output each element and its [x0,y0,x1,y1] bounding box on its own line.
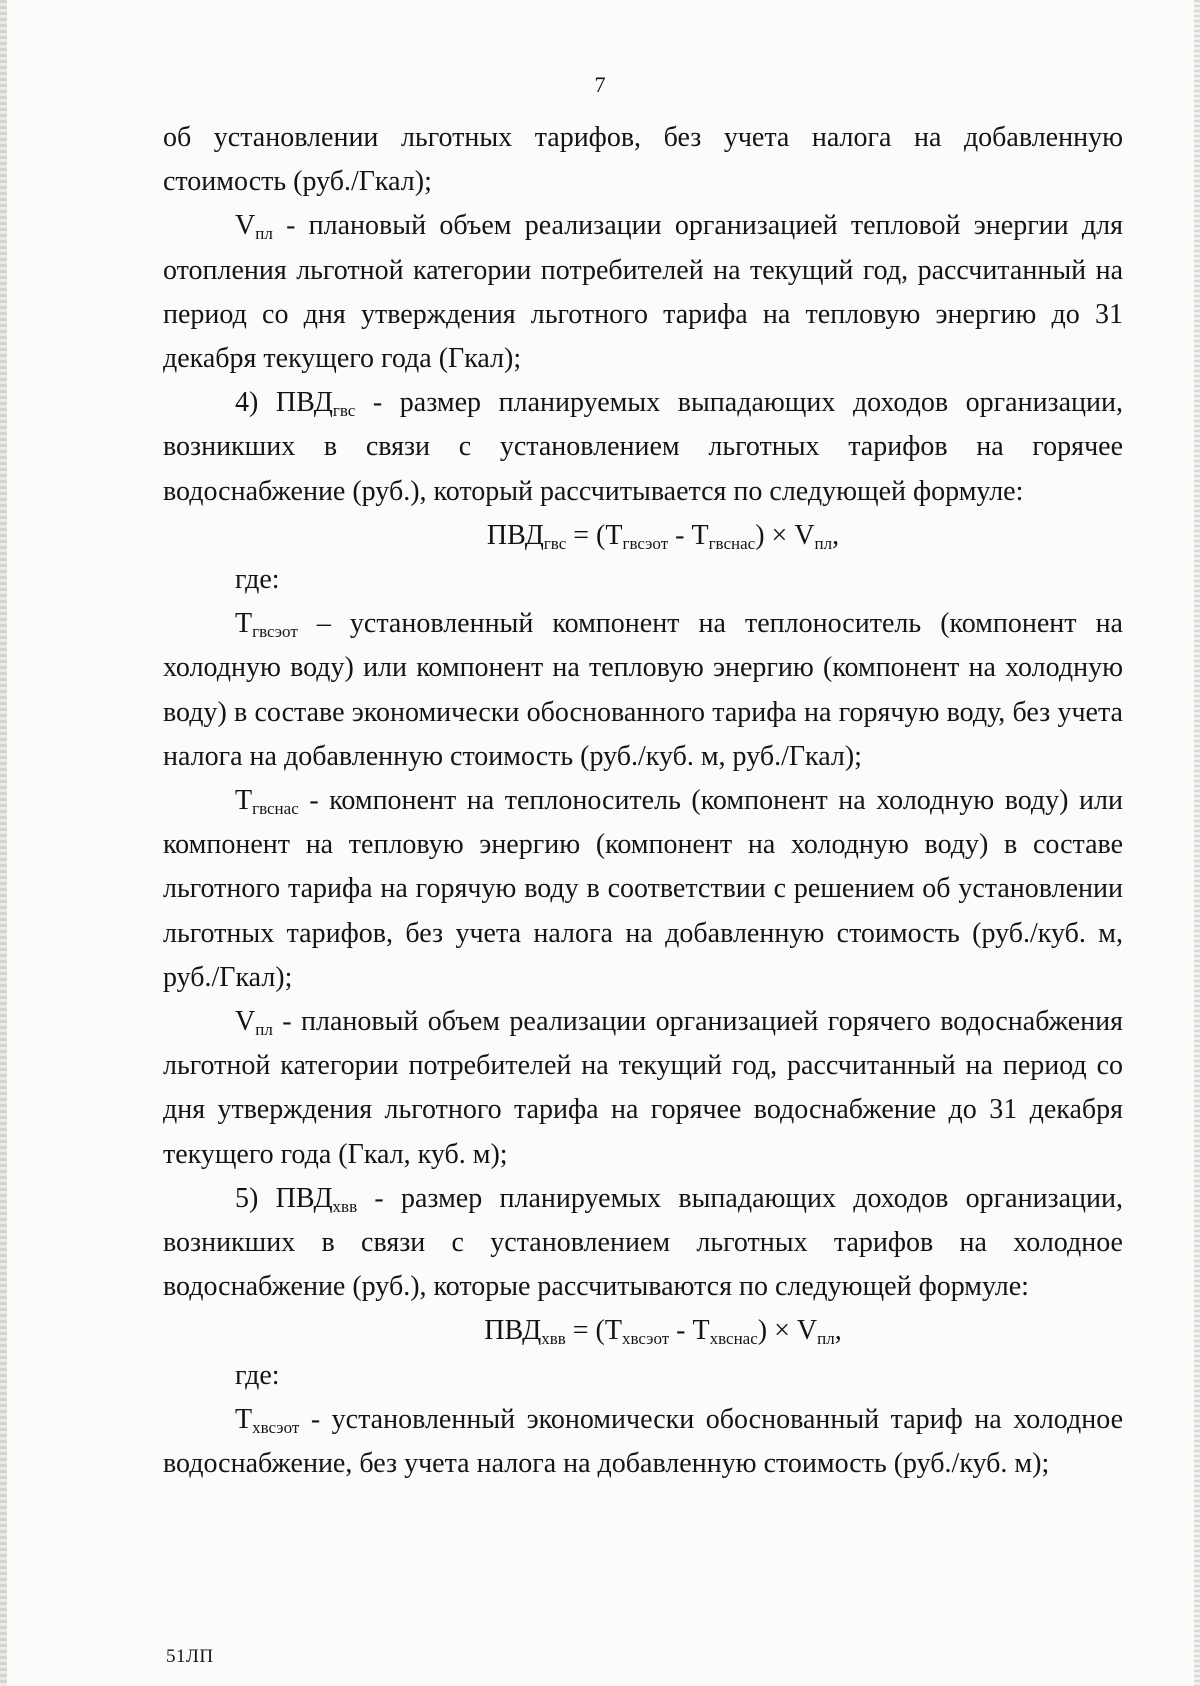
text-run: 4) ПВД [235,387,333,419]
paragraph [163,1398,1123,1486]
text-run: – установленный компонент на теплоноситель (компонент на холодную воду) или компонент на тепловую энергию (компонент на холодную воду) в составе экономически обоснованного тарифа на горячую воду, без учета налога на добавленную стоимость (руб./куб. м, руб./Гкал); [163,608,1123,772]
text-run: Т [235,1403,253,1435]
paragraph [163,558,1123,602]
text-run: - размер планируемых выпадающих доходов организации, возникших в связи с установлением льготных тарифов на холодное водоснабжение (руб.), которые рассчитываются по следующей формуле: [163,1182,1123,1303]
paragraph [163,116,1123,204]
formula [163,514,1123,558]
paragraph [163,602,1123,779]
subscript: пл [817,1329,835,1349]
subscript: гвсэот [252,622,298,642]
text-run: - плановый объем реализации организацией тепловой энергии для отопления льготной категории потребителей на текущий год, рассчитанный на период со дня утверждения льготного тарифа на тепловую энергию до 31 декабря текущего года (Гкал); [163,210,1123,375]
text-run: ПВД [484,1315,542,1347]
subscript: хвсэот [252,1417,300,1437]
text-run: V [235,1006,256,1038]
page-number: 7 [594,72,606,97]
text-run: ПВД [486,519,544,551]
paragraph [163,1000,1123,1177]
text-run: - размер планируемых выпадающих доходов организации, возникших в связи с установлением льготных тарифов на горячее водоснабжение (руб.), который рассчитывается по следующей формуле: [163,387,1123,507]
subscript: пл [814,533,833,553]
text-run: V [235,210,256,242]
subscript: хвснас [709,1329,758,1349]
text-run: Т [235,608,253,640]
subscript: пл [255,1020,273,1040]
subscript: гвс [543,533,567,553]
text-run: - плановый объем реализации организацией горячего водоснабжения льготной категории потребителей на текущий год, рассчитанный на период со дня утверждения льготного тарифа на горячее водоснабжение до 31 декабря текущего года (Гкал, куб. м); [163,1006,1123,1170]
text-run: где: [235,564,280,596]
subscript: хвв [332,1196,358,1216]
subscript: гвснас [252,799,299,819]
paragraph [163,779,1123,1000]
paragraph [163,204,1123,381]
paragraph [163,1354,1123,1398]
document-body [163,116,1123,1486]
subscript: гвс [332,401,356,421]
text-run: - Т [669,1315,710,1347]
scan-edge-left [0,0,7,1686]
text-run: - Т [668,519,709,551]
footer-code: 51ЛП [166,1646,214,1667]
paragraph [163,1177,1123,1310]
subscript: пл [255,224,273,244]
formula [163,1309,1123,1353]
paragraph [163,381,1123,514]
text-run: - установленный экономически обоснованный тариф на холодное водоснабжение, без учета налога на добавленную стоимость (руб./куб. м); [163,1403,1123,1480]
subscript: хвв [541,1329,566,1349]
text-run: 5) ПВД [235,1182,333,1214]
subscript: гвсэот [622,533,669,553]
text-run: где: [235,1359,280,1391]
text-run: = (Т [565,1315,622,1347]
subscript: гвснас [708,533,756,553]
text-run: об установлении льготных тарифов, без учета налога на добавленную стоимость (руб./Гкал); [163,122,1123,198]
text-run: , [834,1315,842,1347]
text-run: Т [235,785,253,817]
text-run: ) × V [757,1315,818,1347]
text-run: ) × V [755,519,815,551]
text-run: , [832,519,840,551]
subscript: хвсэот [621,1329,670,1349]
scan-edge-right [1194,0,1200,1686]
text-run: = (Т [566,519,623,551]
text-run: - компонент на теплоноситель (компонент на холодную воду) или компонент на тепловую энергию (компонент на холодную воду) в составе льготного тарифа на горячую воду в соответствии с решением об установлении льготных тарифов, без учета налога на добавленную стоимость (руб./куб. м, руб./Гкал); [163,785,1123,993]
